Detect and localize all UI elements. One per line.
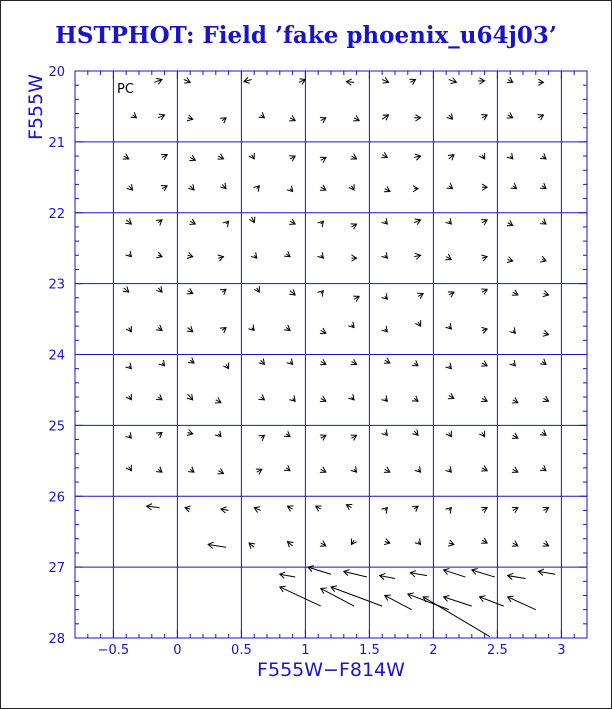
vector-arrow: [185, 506, 191, 512]
vector-arrow: [510, 327, 516, 333]
x-tick-label: 2: [429, 643, 438, 658]
vector-arrow: [417, 293, 423, 298]
vector-arrow: [126, 363, 132, 369]
vector-arrow: [481, 220, 487, 225]
vector-arrow: [187, 252, 193, 258]
vector-arrow: [384, 467, 390, 472]
vector-arrow: [382, 77, 388, 83]
vector-arrow: [540, 465, 546, 471]
vector-arrow: [320, 328, 326, 333]
vector-arrow: [415, 320, 420, 326]
vector-arrow: [447, 113, 453, 119]
vector-arrow: [507, 77, 513, 82]
vector-arrow: [284, 251, 290, 257]
vector-arrow: [126, 251, 132, 257]
vector-arrow: [382, 218, 388, 224]
vector-arrow: [299, 79, 305, 85]
vector-arrow: [187, 326, 193, 332]
vector-arrow: [123, 286, 129, 292]
vector-arrow: [251, 252, 257, 258]
vector-arrow: [289, 395, 295, 401]
vector-arrow: [125, 218, 131, 224]
y-tick-label: 22: [48, 206, 65, 222]
vector-arrow: [472, 568, 495, 577]
vector-head: [415, 320, 420, 326]
vector-arrow: [444, 596, 472, 607]
vector-arrow: [414, 253, 420, 259]
vector-arrow: [284, 325, 290, 331]
vector-arrow: [344, 570, 367, 577]
vector-arrow: [249, 217, 255, 223]
vector-arrow: [510, 360, 516, 366]
vector-arrow: [223, 221, 229, 227]
x-axis-label: F555W−F814W: [257, 659, 405, 681]
vector-arrow: [479, 153, 484, 159]
vector-arrow: [320, 541, 326, 546]
vector-arrow: [482, 184, 487, 190]
vector-head: [540, 256, 546, 262]
vector-arrow: [382, 508, 388, 514]
vector-arrow: [161, 186, 167, 191]
vector-arrow: [353, 115, 359, 120]
vector-arrow: [512, 397, 518, 402]
vector-arrow: [380, 573, 395, 579]
vector-arrow: [512, 467, 518, 472]
vector-arrow: [187, 288, 193, 293]
x-tick-label: 0.5: [231, 643, 252, 658]
vector-arrow: [415, 466, 421, 472]
x-tick-label: 3: [557, 643, 566, 658]
vector-arrow: [189, 219, 195, 224]
y-tick-label: 25: [48, 419, 65, 435]
vector-arrow: [353, 296, 359, 301]
vector-arrow: [444, 569, 466, 577]
vector-arrow: [280, 586, 321, 606]
vector-arrow: [127, 184, 133, 190]
vector-arrow: [287, 359, 293, 365]
y-tick-label: 28: [48, 632, 65, 647]
axis-ticks: [48, 65, 587, 658]
y-tick-label: 24: [48, 348, 65, 364]
vector-arrow: [184, 77, 190, 83]
vector-arrow: [351, 435, 357, 440]
vector-arrow: [409, 79, 415, 84]
vector-arrow: [244, 77, 252, 83]
vector-arrow: [385, 595, 412, 610]
vector-arrow: [320, 359, 326, 364]
vector-arrow: [414, 219, 420, 225]
vector-arrow: [540, 256, 546, 262]
vector-arrow: [188, 467, 194, 473]
panel-label: PC: [117, 82, 134, 97]
vector-arrow: [382, 429, 388, 435]
vector-arrow: [287, 542, 293, 548]
vector-arrow: [481, 255, 487, 261]
vector-marks: [123, 77, 555, 636]
vector-arrow: [540, 219, 546, 225]
vector-arrow: [217, 468, 223, 473]
vector-arrow: [384, 186, 390, 191]
vector-arrow: [248, 325, 254, 331]
y-tick-label: 26: [48, 490, 65, 506]
vector-arrow: [543, 396, 549, 401]
vector-arrow: [188, 184, 194, 190]
vector-arrow: [508, 573, 526, 579]
vector-shaft: [331, 587, 382, 606]
vector-head: [223, 363, 228, 369]
vector-arrow: [481, 396, 487, 401]
vector-arrow: [414, 115, 420, 121]
vector-arrow: [351, 224, 357, 229]
vector-arrow: [256, 469, 262, 474]
vector-arrow: [351, 538, 356, 544]
vector-arrow: [284, 465, 290, 471]
vector-arrow: [346, 79, 354, 85]
vector-arrow: [448, 292, 454, 297]
vector-arrow: [478, 78, 484, 84]
vector-head: [126, 326, 131, 332]
chart-title: HSTPHOT: Field ’fake phoenix_u64j03’: [55, 22, 557, 49]
vector-arrow: [318, 252, 324, 258]
vector-arrow: [351, 255, 356, 261]
vector-arrow: [161, 154, 167, 159]
vector-arrow: [258, 394, 264, 400]
vector-arrow: [540, 153, 546, 159]
vector-arrow: [320, 118, 326, 123]
vector-arrow: [156, 252, 162, 258]
vector-arrow: [384, 539, 390, 545]
vector-arrow: [479, 596, 503, 606]
vector-arrow: [351, 359, 357, 364]
vector-arrow: [284, 431, 290, 437]
vector-arrow: [147, 504, 160, 510]
vector-arrow: [511, 183, 517, 189]
vector-arrow: [208, 542, 226, 548]
x-tick-label: 1.5: [359, 643, 380, 658]
vector-arrow: [348, 394, 354, 400]
vector-arrow: [410, 571, 427, 577]
y-axis-label: F555W: [25, 74, 47, 140]
vector-arrow: [446, 466, 452, 472]
vector-arrow: [158, 114, 164, 120]
vector-arrow: [220, 328, 226, 334]
vector-arrow: [346, 504, 352, 509]
vector-arrow: [540, 183, 546, 189]
vector-arrow: [287, 186, 293, 192]
vector-arrow: [507, 220, 513, 225]
vector-arrow: [289, 115, 295, 120]
vector-arrow: [543, 507, 549, 512]
vector-arrow: [512, 541, 518, 546]
vector-arrow: [220, 289, 226, 295]
x-tick-label: 1: [301, 643, 310, 658]
vector-head: [126, 394, 131, 400]
vector-arrow: [446, 431, 451, 437]
vector-arrow: [126, 394, 131, 400]
vector-arrow: [507, 113, 513, 118]
vector-arrow: [448, 393, 454, 398]
vector-arrow: [382, 252, 388, 258]
vector-arrow: [154, 78, 162, 84]
x-tick-label: 0: [173, 643, 182, 658]
vector-arrow: [217, 154, 223, 159]
vector-arrow: [543, 330, 549, 336]
vector-arrow: [540, 430, 546, 436]
vector-arrow: [156, 432, 162, 438]
vector-head: [156, 252, 162, 258]
vector-arrow: [481, 327, 487, 333]
vector-arrow: [538, 569, 555, 575]
vector-arrow: [289, 156, 295, 161]
vector-arrow: [381, 152, 387, 157]
vector-shaft: [280, 587, 321, 606]
vector-arrow: [320, 467, 326, 472]
vector-arrow: [382, 395, 388, 401]
y-tick-label: 27: [48, 561, 65, 577]
vector-arrow: [258, 112, 264, 118]
vector-arrow: [220, 118, 226, 124]
vector-arrow: [507, 153, 513, 159]
vector-arrow: [447, 183, 453, 189]
vector-arrow: [512, 507, 518, 512]
vector-arrow: [481, 466, 487, 471]
x-tick-label: −0.5: [97, 643, 130, 658]
vector-arrow: [543, 291, 549, 297]
vector-arrow: [223, 363, 228, 369]
vector-arrow: [512, 433, 518, 438]
vector-arrow: [254, 286, 259, 292]
vector-arrow: [543, 541, 549, 546]
vector-arrow: [540, 359, 546, 365]
vector-arrow: [254, 186, 260, 192]
vector-arrow: [126, 465, 131, 471]
vector-arrow: [218, 255, 224, 261]
vector-arrow: [446, 323, 452, 329]
vector-arrow: [446, 363, 452, 369]
vector-arrow: [123, 154, 129, 159]
vector-arrow: [449, 78, 457, 84]
vector-arrow: [349, 184, 354, 190]
vector-arrow: [351, 154, 357, 159]
vector-arrow: [448, 155, 454, 161]
vector-shaft: [444, 597, 472, 606]
vector-head: [249, 153, 254, 159]
vector-arrow: [481, 538, 487, 543]
vector-arrow: [384, 358, 390, 363]
vector-head: [446, 431, 451, 437]
vector-arrow: [188, 357, 194, 363]
vector-arrow: [287, 506, 293, 511]
vector-arrow: [258, 435, 264, 441]
vector-arrow: [130, 112, 136, 118]
y-tick-label: 23: [48, 277, 65, 293]
vector-arrow: [538, 79, 543, 85]
vector-head: [126, 465, 131, 471]
y-tick-label: 21: [48, 135, 65, 151]
vector-arrow: [481, 115, 487, 120]
y-tick-label: 20: [48, 65, 65, 80]
vector-arrow: [507, 257, 513, 263]
vector-arrow: [479, 431, 484, 437]
vector-arrow: [382, 326, 388, 332]
vector-arrow: [280, 572, 295, 578]
vector-head: [351, 538, 356, 544]
vector-arrow: [289, 289, 295, 295]
vector-arrow: [156, 286, 162, 292]
vector-head: [254, 286, 259, 292]
vector-arrow: [412, 506, 418, 512]
vector-shaft: [508, 597, 536, 610]
vector-arrow: [126, 326, 131, 332]
vector-arrow: [415, 539, 421, 545]
vector-arrow: [382, 115, 388, 120]
vector-arrow: [156, 220, 162, 226]
vector-arrow: [259, 359, 265, 365]
vector-arrow: [414, 154, 420, 160]
vector-arrow: [446, 508, 452, 514]
vector-arrow: [321, 588, 354, 606]
vector-arrow: [320, 157, 326, 162]
vector-head: [383, 115, 389, 120]
vector-arrow: [187, 429, 193, 435]
vector-arrow: [412, 360, 418, 366]
vector-arrow: [537, 115, 543, 120]
vector-arrow: [316, 506, 322, 511]
vector-arrow: [446, 218, 452, 224]
vector-arrow: [408, 593, 449, 610]
vector-arrow: [512, 290, 518, 295]
vector-arrow: [156, 467, 162, 473]
vector-arrow: [481, 361, 487, 366]
vector-arrow: [448, 540, 454, 546]
vector-arrow: [156, 394, 162, 400]
vector-arrow: [445, 254, 451, 259]
vector-head: [479, 431, 484, 437]
vector-shaft: [321, 588, 354, 606]
vector-arrow: [187, 394, 193, 400]
vector-arrow: [481, 289, 487, 294]
vector-arrow: [320, 185, 326, 190]
vector-arrow: [320, 435, 326, 440]
vector-arrow: [249, 153, 254, 159]
vector-arrow: [126, 432, 132, 438]
vector-arrow: [508, 596, 536, 610]
vector-arrow: [215, 397, 221, 402]
vector-arrow: [189, 155, 195, 160]
vector-head: [479, 153, 484, 159]
vector-arrow: [156, 325, 162, 331]
vector-arrow: [289, 219, 295, 224]
vector-arrow: [254, 507, 260, 513]
vector-arrow: [320, 396, 326, 401]
vector-arrow: [412, 396, 418, 402]
vector-arrow: [382, 293, 388, 299]
vector-arrow: [318, 291, 324, 297]
vector-arrow: [215, 431, 221, 437]
vector-arrow: [159, 360, 165, 366]
vector-arrow: [249, 543, 255, 549]
vector-arrow: [187, 115, 193, 121]
vector-arrow: [413, 186, 418, 192]
vector-arrow: [481, 507, 487, 512]
vector-arrow: [412, 429, 418, 435]
vector-arrow: [318, 221, 324, 227]
x-tick-label: 2.5: [487, 643, 508, 658]
vector-arrow: [351, 466, 357, 472]
vector-shaft: [385, 595, 412, 609]
vector-arrow: [331, 586, 382, 606]
vector-arrow: [220, 183, 226, 189]
vector-arrow: [348, 322, 354, 328]
vector-arrow: [221, 507, 229, 513]
vector-head: [349, 184, 354, 190]
